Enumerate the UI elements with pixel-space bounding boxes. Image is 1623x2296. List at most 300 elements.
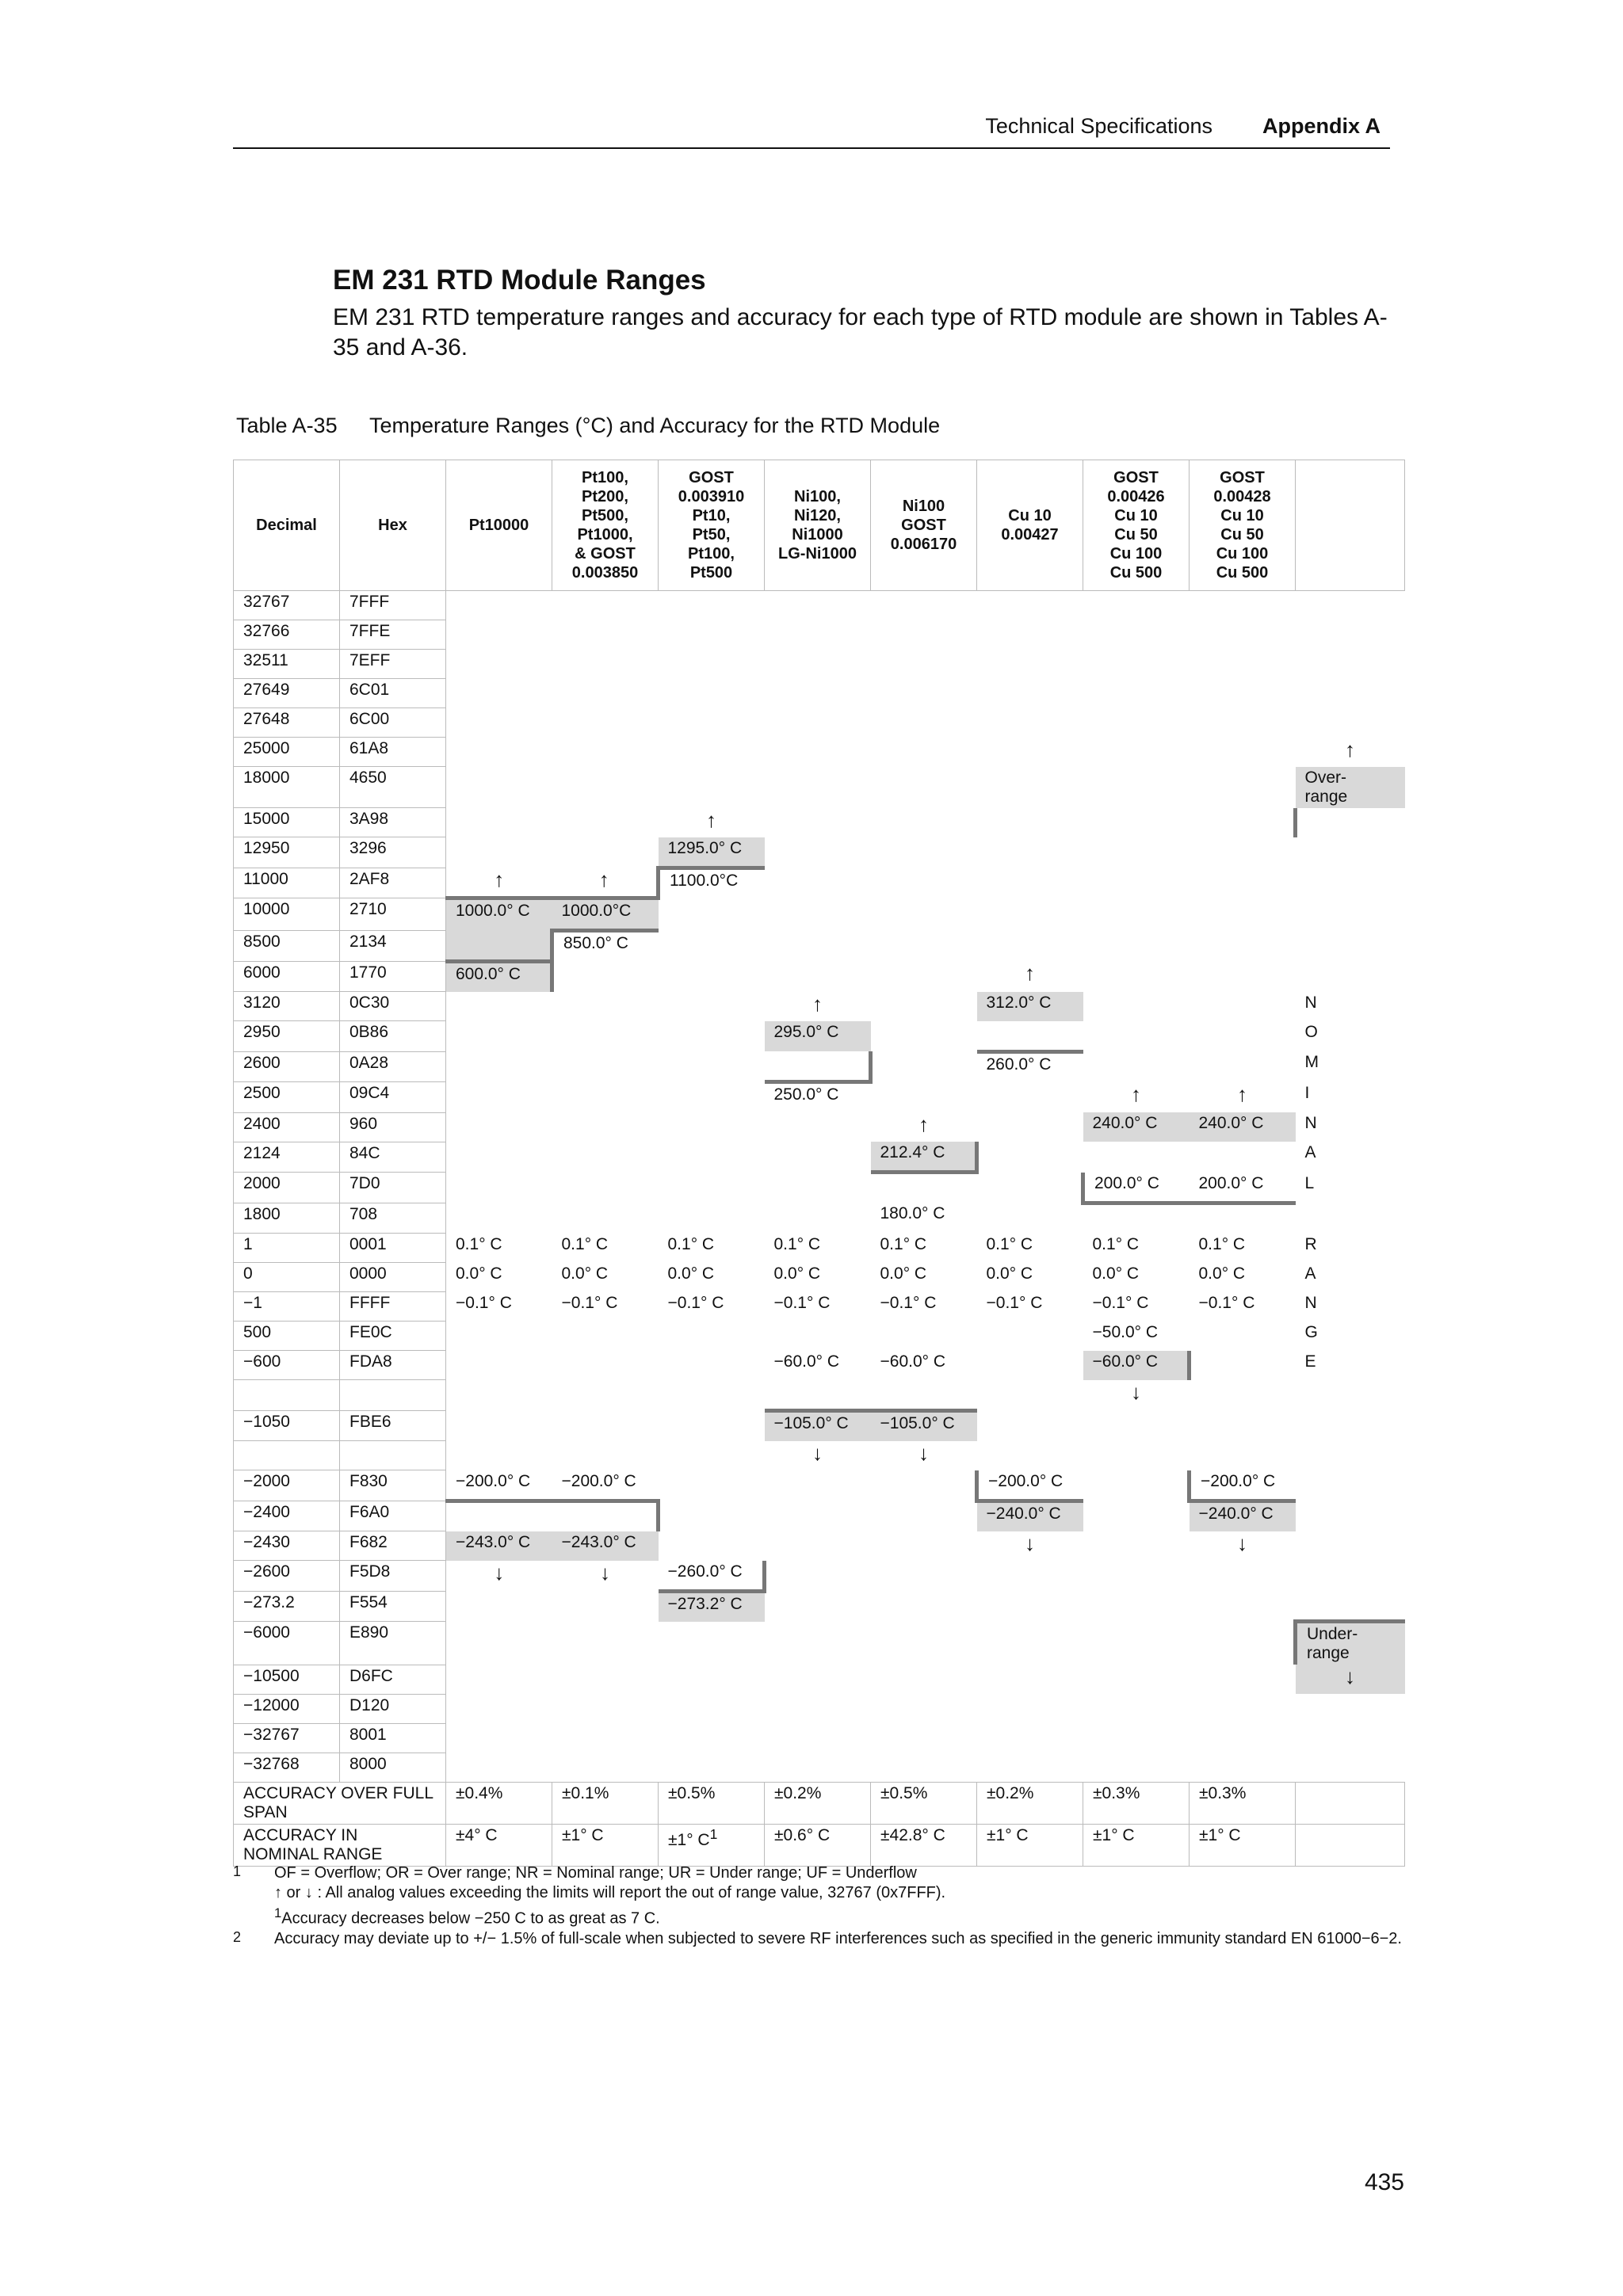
range-cell xyxy=(765,1051,871,1082)
decimal-cell: 6000 xyxy=(234,961,340,992)
decimal-cell: 10000 xyxy=(234,898,340,931)
range-cell xyxy=(552,591,659,620)
decimal-cell: 25000 xyxy=(234,738,340,767)
range-cell: ↑ xyxy=(1025,961,1035,985)
range-cell xyxy=(765,1380,871,1411)
column-header-6: Ni100 GOST 0.006170 xyxy=(871,460,977,591)
table-row xyxy=(234,1263,1405,1292)
decimal-cell: −32768 xyxy=(234,1753,340,1782)
range-cell xyxy=(1296,931,1405,962)
range-cell: −200.0° C xyxy=(1190,1470,1296,1501)
decimal-cell: 1800 xyxy=(234,1203,340,1234)
range-cell xyxy=(659,1142,765,1173)
table-row xyxy=(234,1203,1405,1234)
range-cell xyxy=(1083,808,1190,837)
range-cell: 180.0° C xyxy=(880,1204,945,1222)
range-cell xyxy=(446,1694,552,1723)
range-cell xyxy=(1190,868,1296,898)
table-row xyxy=(234,1622,1405,1665)
range-cell: Under- range xyxy=(1296,1622,1405,1665)
decimal-cell: 0 xyxy=(234,1263,340,1292)
range-cell xyxy=(552,1410,659,1441)
range-cell xyxy=(446,1203,552,1234)
range-cell: ↑ xyxy=(494,868,505,891)
range-cell: N xyxy=(1304,993,1317,1012)
table-row xyxy=(234,1112,1405,1142)
range-cell xyxy=(552,1021,659,1052)
range-cell: L xyxy=(1304,1173,1315,1192)
range-cell xyxy=(1083,620,1190,650)
range-cell: −60.0° C xyxy=(880,1352,946,1371)
column-header-4: GOST 0.003910 Pt10, Pt50, Pt100, Pt500 xyxy=(659,460,765,591)
range-cell xyxy=(446,620,552,650)
range-cell xyxy=(1083,679,1190,708)
hex-cell: 1770 xyxy=(340,961,446,992)
range-cell xyxy=(446,1051,552,1082)
accuracy-span-row-value-text: ±0.3% xyxy=(1093,1783,1140,1802)
range-cell xyxy=(1083,591,1190,620)
range-cell xyxy=(446,767,552,808)
range-cell: 295.0° C xyxy=(765,1021,871,1052)
decimal-cell: −2600 xyxy=(234,1561,340,1592)
range-cell xyxy=(765,1173,871,1203)
accuracy-nominal-row-label: ACCURACY IN NOMINAL RANGE xyxy=(234,1824,446,1866)
range-cell: N xyxy=(1304,1114,1317,1132)
range-cell xyxy=(871,1753,977,1782)
table-row xyxy=(234,1591,1405,1622)
range-cell: ↑ xyxy=(1345,737,1355,761)
range-cell xyxy=(1296,1753,1405,1782)
range-cell xyxy=(1190,898,1296,931)
range-cell xyxy=(977,738,1083,767)
range-cell xyxy=(1296,1561,1405,1592)
hex-cell: 8000 xyxy=(340,1753,446,1782)
range-cell xyxy=(1083,1723,1190,1753)
range-cell xyxy=(1083,931,1190,962)
decimal-cell: −1050 xyxy=(234,1410,340,1441)
table-row xyxy=(234,1753,1405,1782)
range-cell xyxy=(871,837,977,868)
range-cell xyxy=(659,620,765,650)
decimal-cell: −273.2 xyxy=(234,1591,340,1622)
range-cell: −60.0° C xyxy=(773,1352,840,1371)
range-cell xyxy=(765,650,871,679)
range-cell xyxy=(552,992,659,1021)
range-cell xyxy=(446,1410,552,1441)
range-cell xyxy=(871,1470,977,1501)
table-row xyxy=(234,591,1405,620)
range-cell: −0.1° C xyxy=(986,1293,1043,1312)
column-header-3: Pt100, Pt200, Pt500, Pt1000, & GOST 0.003850 xyxy=(552,460,659,591)
hex-cell: 7D0 xyxy=(340,1173,446,1203)
hex-cell: 6C00 xyxy=(340,708,446,738)
hex-cell: 84C xyxy=(340,1142,446,1173)
range-cell xyxy=(977,1591,1083,1622)
decimal-cell: 15000 xyxy=(234,808,340,837)
range-cell xyxy=(977,708,1083,738)
table-row xyxy=(234,1021,1405,1052)
hex-cell xyxy=(340,1380,446,1411)
range-cell xyxy=(552,650,659,679)
accuracy-span-row-value xyxy=(552,1782,659,1824)
range-cell xyxy=(977,1723,1083,1753)
page-number: 435 xyxy=(1364,2169,1404,2195)
range-cell xyxy=(446,1173,552,1203)
range-cell xyxy=(1190,650,1296,679)
range-cell: ↓ xyxy=(1296,1665,1405,1694)
decimal-cell: 8500 xyxy=(234,931,340,962)
range-cell xyxy=(1190,1021,1296,1052)
range-cell xyxy=(977,1322,1083,1351)
column-header-0: Decimal xyxy=(234,460,340,591)
range-cell: −60.0° C xyxy=(1083,1351,1190,1380)
accuracy-nominal-row-value xyxy=(977,1824,1083,1866)
range-cell xyxy=(871,1561,977,1592)
range-cell: 0.0° C xyxy=(880,1264,927,1283)
range-cell xyxy=(765,620,871,650)
range-cell xyxy=(1083,738,1190,767)
range-cell xyxy=(1083,1694,1190,1723)
table-row xyxy=(234,1501,1405,1531)
range-cell xyxy=(552,1753,659,1782)
column-header-10 xyxy=(1296,460,1405,591)
range-cell xyxy=(1296,1501,1405,1531)
range-cell xyxy=(1083,1665,1190,1694)
range-cell xyxy=(977,1112,1083,1142)
table-caption-text: Temperature Ranges (°C) and Accuracy for the RTD Module xyxy=(369,414,941,437)
decimal-cell: 1 xyxy=(234,1234,340,1263)
range-cell xyxy=(1083,1470,1190,1501)
hex-cell: 3A98 xyxy=(340,808,446,837)
range-cell xyxy=(446,1441,552,1470)
range-cell: M xyxy=(1304,1053,1319,1071)
range-cell xyxy=(871,1173,977,1203)
decimal-cell: −10500 xyxy=(234,1665,340,1694)
range-cell xyxy=(446,679,552,708)
range-cell: −273.2° C xyxy=(659,1591,765,1622)
range-cell: −0.1° C xyxy=(1198,1293,1255,1312)
range-cell xyxy=(765,679,871,708)
table-row xyxy=(234,738,1405,767)
hex-cell: F6A0 xyxy=(340,1501,446,1531)
hex-cell: 2134 xyxy=(340,931,446,962)
table-row xyxy=(234,1531,1405,1561)
range-cell: ↑ xyxy=(918,1112,929,1136)
range-cell xyxy=(659,1531,765,1561)
hex-cell: 7EFF xyxy=(340,650,446,679)
accuracy-span-row-value-text: ±0.5% xyxy=(668,1783,716,1802)
footnote-2-number: 2 xyxy=(233,1928,242,1945)
range-cell xyxy=(446,708,552,738)
accuracy-nominal-row-blank xyxy=(1296,1824,1405,1866)
range-cell: 0.0° C xyxy=(1092,1264,1140,1283)
range-cell xyxy=(765,1531,871,1561)
table-row xyxy=(234,1051,1405,1082)
hex-cell: F5D8 xyxy=(340,1561,446,1592)
accuracy-span-row-value xyxy=(765,1782,871,1824)
decimal-cell: 32767 xyxy=(234,591,340,620)
footnote-1 xyxy=(233,1863,1406,1929)
range-cell xyxy=(1083,1561,1190,1592)
range-cell xyxy=(765,1622,871,1665)
range-cell xyxy=(659,679,765,708)
decimal-cell: 2950 xyxy=(234,1021,340,1052)
range-cell xyxy=(765,1203,871,1234)
table-row xyxy=(234,1380,1405,1411)
range-cell: 250.0° C xyxy=(773,1085,839,1104)
range-cell xyxy=(552,1322,659,1351)
range-cell xyxy=(977,591,1083,620)
range-cell xyxy=(446,808,552,837)
accuracy-span-row-value xyxy=(446,1782,552,1824)
range-cell xyxy=(765,1723,871,1753)
range-cell xyxy=(659,1470,765,1501)
range-cell xyxy=(1296,1531,1405,1561)
table-row xyxy=(234,1234,1405,1263)
range-cell: ↓ xyxy=(1025,1531,1035,1555)
range-cell xyxy=(977,1142,1083,1173)
decimal-cell: 3120 xyxy=(234,992,340,1021)
range-cell xyxy=(1296,1723,1405,1753)
table-row xyxy=(234,1561,1405,1592)
range-cell xyxy=(446,1723,552,1753)
footnote-1-line-3 xyxy=(274,1903,1406,1929)
accuracy-nominal-row-value xyxy=(552,1824,659,1866)
range-cell xyxy=(871,868,977,898)
accuracy-nominal-row-value xyxy=(765,1824,871,1866)
accuracy-span-row-blank xyxy=(1296,1782,1405,1824)
table-row xyxy=(234,1410,1405,1441)
header-section-title: Technical Specifications xyxy=(985,114,1212,138)
column-header-9: GOST 0.00428 Cu 10 Cu 50 Cu 100 Cu 500 xyxy=(1190,460,1296,591)
range-cell xyxy=(1296,591,1405,620)
range-cell xyxy=(871,1021,977,1052)
range-cell: 0.1° C xyxy=(456,1234,502,1253)
range-cell: 0.0° C xyxy=(1198,1264,1246,1283)
column-header-8: GOST 0.00426 Cu 10 Cu 50 Cu 100 Cu 500 xyxy=(1083,460,1190,591)
range-cell xyxy=(552,808,659,837)
range-cell xyxy=(871,1531,977,1561)
range-cell xyxy=(765,708,871,738)
hex-cell: 960 xyxy=(340,1112,446,1142)
range-cell xyxy=(765,1665,871,1694)
range-cell xyxy=(659,650,765,679)
table-row xyxy=(234,1723,1405,1753)
range-cell xyxy=(1296,1410,1405,1441)
range-cell: 850.0° C xyxy=(552,931,659,962)
table-row xyxy=(234,679,1405,708)
range-cell: A xyxy=(1304,1264,1316,1283)
range-cell xyxy=(871,1051,977,1082)
range-cell xyxy=(446,1665,552,1694)
range-cell xyxy=(1296,650,1405,679)
range-cell xyxy=(1190,708,1296,738)
range-cell xyxy=(552,1723,659,1753)
hex-cell: 0C30 xyxy=(340,992,446,1021)
range-cell xyxy=(765,738,871,767)
range-cell xyxy=(446,1112,552,1142)
range-cell xyxy=(446,1142,552,1173)
range-cell: A xyxy=(1304,1143,1316,1161)
hex-cell: 2710 xyxy=(340,898,446,931)
table-row xyxy=(234,931,1405,962)
range-cell xyxy=(977,1410,1083,1441)
range-cell xyxy=(1083,1203,1190,1234)
range-cell xyxy=(552,620,659,650)
range-cell xyxy=(871,679,977,708)
range-cell xyxy=(977,1753,1083,1782)
range-cell xyxy=(1083,898,1190,931)
range-cell xyxy=(659,1351,765,1380)
range-cell xyxy=(871,650,977,679)
hex-cell: 7FFE xyxy=(340,620,446,650)
decimal-cell: 32766 xyxy=(234,620,340,650)
range-cell: −0.1° C xyxy=(773,1293,831,1312)
range-cell xyxy=(659,1380,765,1411)
range-cell xyxy=(552,708,659,738)
range-cell: ↑ xyxy=(812,991,823,1016)
range-cell xyxy=(446,1753,552,1782)
range-cell xyxy=(1083,1021,1190,1052)
range-cell: 600.0° C xyxy=(446,961,552,992)
accuracy-nominal-row-value-text: ±1° C xyxy=(1093,1825,1135,1844)
hex-cell: 0001 xyxy=(340,1234,446,1263)
range-cell xyxy=(871,1665,977,1694)
range-cell xyxy=(659,1694,765,1723)
hex-cell: FFFF xyxy=(340,1292,446,1322)
range-cell xyxy=(659,1665,765,1694)
range-cell: −200.0° C xyxy=(446,1470,552,1501)
range-cell: −240.0° C xyxy=(1190,1501,1296,1531)
range-cell: I xyxy=(1304,1083,1310,1102)
range-cell xyxy=(446,1351,552,1380)
range-cell xyxy=(977,1665,1083,1694)
range-cell xyxy=(1296,868,1405,898)
section-title: EM 231 RTD Module Ranges xyxy=(333,265,706,296)
decimal-cell: 18000 xyxy=(234,767,340,808)
range-cell xyxy=(1190,1351,1296,1380)
range-cell xyxy=(552,679,659,708)
table-row xyxy=(234,620,1405,650)
range-cell xyxy=(552,1591,659,1622)
range-cell: ↑ xyxy=(552,868,659,898)
range-cell: −240.0° C xyxy=(977,1501,1083,1531)
table-row xyxy=(234,1694,1405,1723)
decimal-cell: −2400 xyxy=(234,1501,340,1531)
range-cell xyxy=(1083,837,1190,868)
range-cell xyxy=(765,1753,871,1782)
range-cell xyxy=(659,1622,765,1665)
range-cell: ↓ xyxy=(494,1560,505,1585)
range-cell xyxy=(659,738,765,767)
hex-cell: D6FC xyxy=(340,1665,446,1694)
range-cell: ↓ xyxy=(1237,1531,1247,1555)
range-cell xyxy=(1296,708,1405,738)
table-row xyxy=(234,708,1405,738)
range-cell xyxy=(659,992,765,1021)
decimal-cell: −2000 xyxy=(234,1470,340,1501)
range-cell xyxy=(552,1173,659,1203)
range-cell xyxy=(659,708,765,738)
range-cell xyxy=(765,1470,871,1501)
range-cell xyxy=(871,708,977,738)
accuracy-nominal-row xyxy=(234,1824,1405,1866)
range-cell: 0.0° C xyxy=(773,1264,821,1283)
range-cell xyxy=(765,1501,871,1531)
decimal-cell: 2000 xyxy=(234,1173,340,1203)
range-cell: −260.0° C xyxy=(659,1561,765,1592)
range-cell xyxy=(871,591,977,620)
range-cell xyxy=(1190,591,1296,620)
range-cell xyxy=(1083,1753,1190,1782)
range-cell xyxy=(765,931,871,962)
range-cell: −0.1° C xyxy=(456,1293,512,1312)
accuracy-span-row xyxy=(234,1782,1405,1824)
hex-cell: 3296 xyxy=(340,837,446,868)
range-cell xyxy=(1296,1441,1405,1470)
footnote-1-line-2: ↑ or ↓ : All analog values exceeding the limits will report the out of range value, 32767 (0x7FFF). xyxy=(274,1884,946,1901)
range-cell xyxy=(552,767,659,808)
table-row xyxy=(234,808,1405,837)
range-cell: ↑ xyxy=(706,807,716,832)
range-cell: 240.0° C xyxy=(1190,1112,1296,1142)
range-cell: 0.1° C xyxy=(773,1234,821,1253)
range-cell xyxy=(1083,767,1190,808)
range-cell xyxy=(765,1591,871,1622)
range-cell: 0.1° C xyxy=(880,1234,927,1253)
accuracy-nominal-row-value-text: ±1° C xyxy=(562,1825,604,1844)
range-cell xyxy=(1083,1142,1190,1173)
range-cell xyxy=(765,808,871,837)
table-row xyxy=(234,1082,1405,1113)
range-cell xyxy=(659,591,765,620)
range-cell xyxy=(446,1021,552,1052)
range-cell xyxy=(871,767,977,808)
range-cell xyxy=(977,1082,1083,1113)
range-cell xyxy=(977,898,1083,931)
range-cell xyxy=(446,650,552,679)
range-cell xyxy=(1296,898,1405,931)
table-row xyxy=(234,1292,1405,1322)
range-cell xyxy=(1083,708,1190,738)
range-cell xyxy=(871,808,977,837)
range-cell xyxy=(1190,1723,1296,1753)
column-header-1: Hex xyxy=(340,460,446,591)
accuracy-span-row-value xyxy=(659,1782,765,1824)
range-cell xyxy=(1083,1410,1190,1441)
hex-cell: 8001 xyxy=(340,1723,446,1753)
range-cell xyxy=(765,591,871,620)
range-cell xyxy=(977,868,1083,898)
table-row xyxy=(234,898,1405,931)
table-row xyxy=(234,868,1405,898)
column-header-2: Pt10000 xyxy=(446,460,552,591)
intro-paragraph: EM 231 RTD temperature ranges and accuracy for each type of RTD module are shown in Tables A-35 and A-36. xyxy=(333,304,1388,360)
accuracy-span-row-value xyxy=(871,1782,977,1824)
range-cell xyxy=(446,738,552,767)
range-cell xyxy=(871,1380,977,1411)
range-cell xyxy=(659,1082,765,1113)
range-cell: O xyxy=(1304,1022,1318,1041)
range-cell xyxy=(871,1501,977,1531)
range-cell xyxy=(765,767,871,808)
range-cell xyxy=(765,1142,871,1173)
range-cell xyxy=(659,1723,765,1753)
range-cell xyxy=(871,1694,977,1723)
range-cell xyxy=(1190,1753,1296,1782)
range-cell: 0.1° C xyxy=(561,1234,609,1253)
hex-cell: 708 xyxy=(340,1203,446,1234)
